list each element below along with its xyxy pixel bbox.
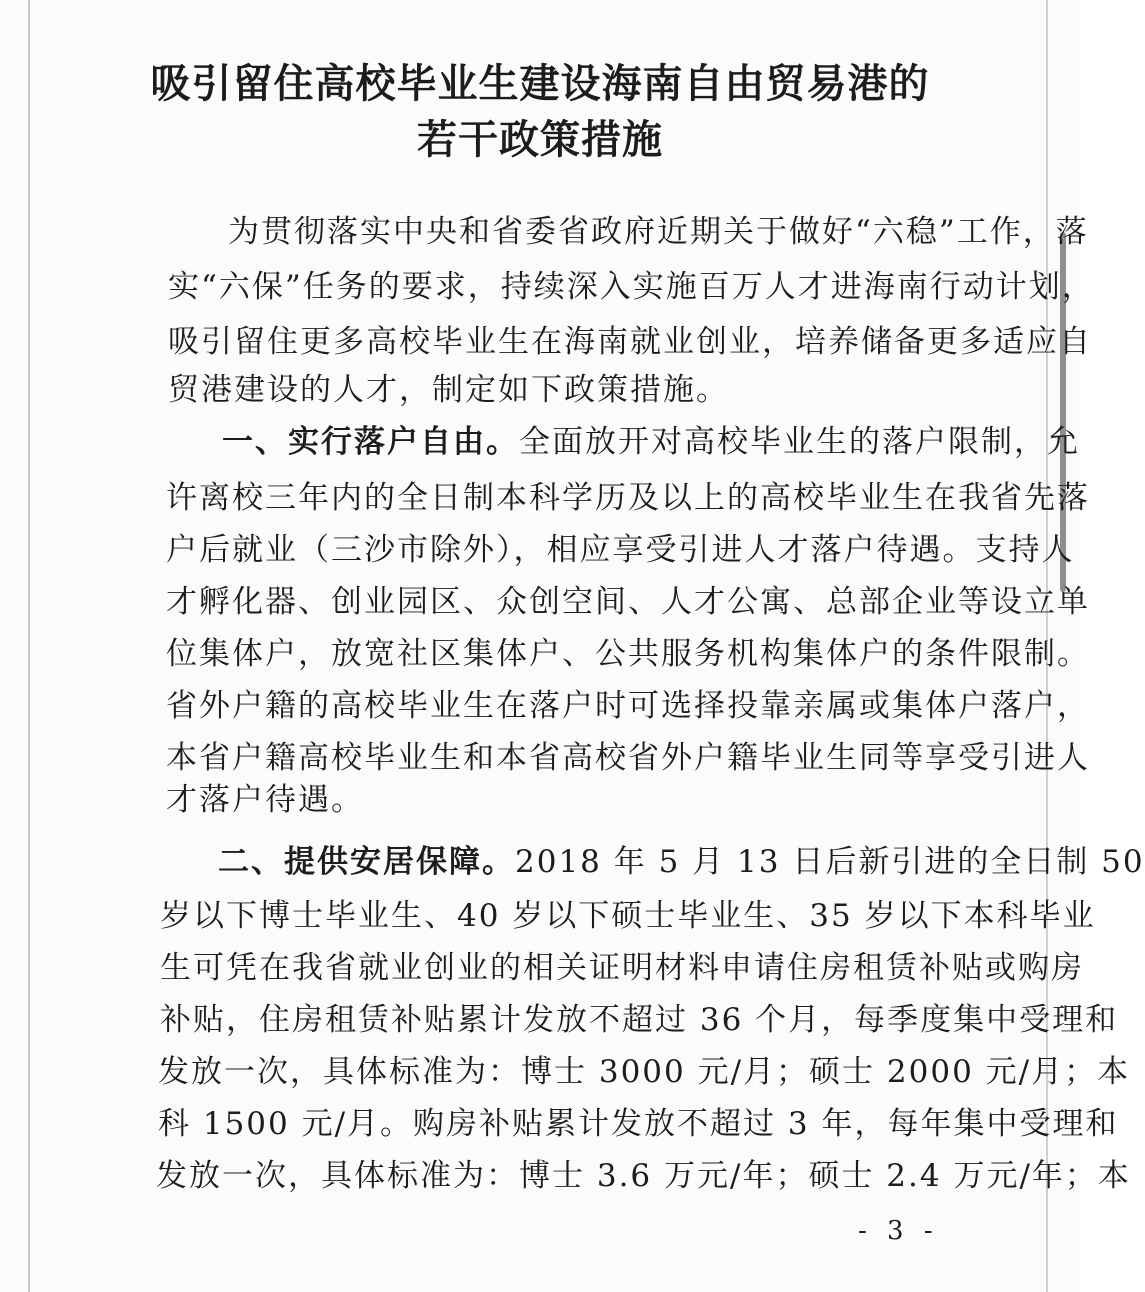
section-2-line: 发放一次，具体标准为：博士 3000 元/月；硕士 2000 元/月；本 xyxy=(158,1054,1131,1090)
section-2-line: 发放一次，具体标准为：博士 3.6 万元/年；硕士 2.4 万元/年；本 xyxy=(156,1158,1131,1194)
section-1-first-line-text: 全面放开对高校毕业生的落户限制，允 xyxy=(519,424,1080,460)
section-2-line: 生可凭在我省就业创业的相关证明材料申请住房租赁补贴或购房 xyxy=(160,950,1084,986)
intro-line: 贸港建设的人才，制定如下政策措施。 xyxy=(168,372,729,408)
section-1-line: 才落户待遇。 xyxy=(166,782,364,818)
section-2-first-line xyxy=(218,842,1145,882)
section-1-line: 户后就业（三沙市除外），相应享受引进人才落户待遇。支持人 xyxy=(166,532,1075,568)
intro-line: 实“六保”任务的要求，持续深入实施百万人才进海南行动计划， xyxy=(168,269,1095,305)
section-1-line: 省外户籍的高校毕业生在落户时可选择投靠亲属或集体户落户， xyxy=(166,688,1090,724)
section-1-first-line xyxy=(222,422,1080,462)
section-2-heading: 二、提供安居保障。 xyxy=(218,844,515,880)
section-2-line: 科 1500 元/月。购房补贴累计发放不超过 3 年，每年集中受理和 xyxy=(158,1106,1119,1142)
section-1-line: 才孵化器、创业园区、众创空间、人才公寓、总部企业等设立单 xyxy=(166,584,1090,620)
section-1-heading: 一、实行落户自由。 xyxy=(222,424,519,460)
section-2-line: 补贴，住房租赁补贴累计发放不超过 36 个月，每季度集中受理和 xyxy=(160,1002,1119,1038)
section-1-line: 位集体户，放宽社区集体户、公共服务机构集体户的条件限制。 xyxy=(166,636,1090,672)
intro-line: 为贯彻落实中央和省委省政府近期关于做好“六稳”工作，落 xyxy=(228,214,1089,250)
section-2-first-line-text: 2018 年 5 月 13 日后新引进的全日制 50 xyxy=(515,844,1145,880)
section-2-line: 岁以下博士毕业生、40 岁以下硕士毕业生、35 岁以下本科毕业 xyxy=(160,898,1096,934)
page-border-left xyxy=(28,0,30,1292)
page-number: - 3 - xyxy=(858,1216,939,1246)
section-1-line: 许离校三年内的全日制本科学历及以上的高校毕业生在我省先落 xyxy=(166,480,1090,516)
title-line-2: 若干政策措施 xyxy=(417,117,663,163)
section-1-line: 本省户籍高校毕业生和本省高校省外户籍毕业生同等享受引进人 xyxy=(166,740,1090,776)
title-line-1: 吸引留住高校毕业生建设海南自由贸易港的 xyxy=(150,61,930,107)
intro-line: 吸引留住更多高校毕业生在海南就业创业，培养储备更多适应自 xyxy=(168,324,1092,360)
